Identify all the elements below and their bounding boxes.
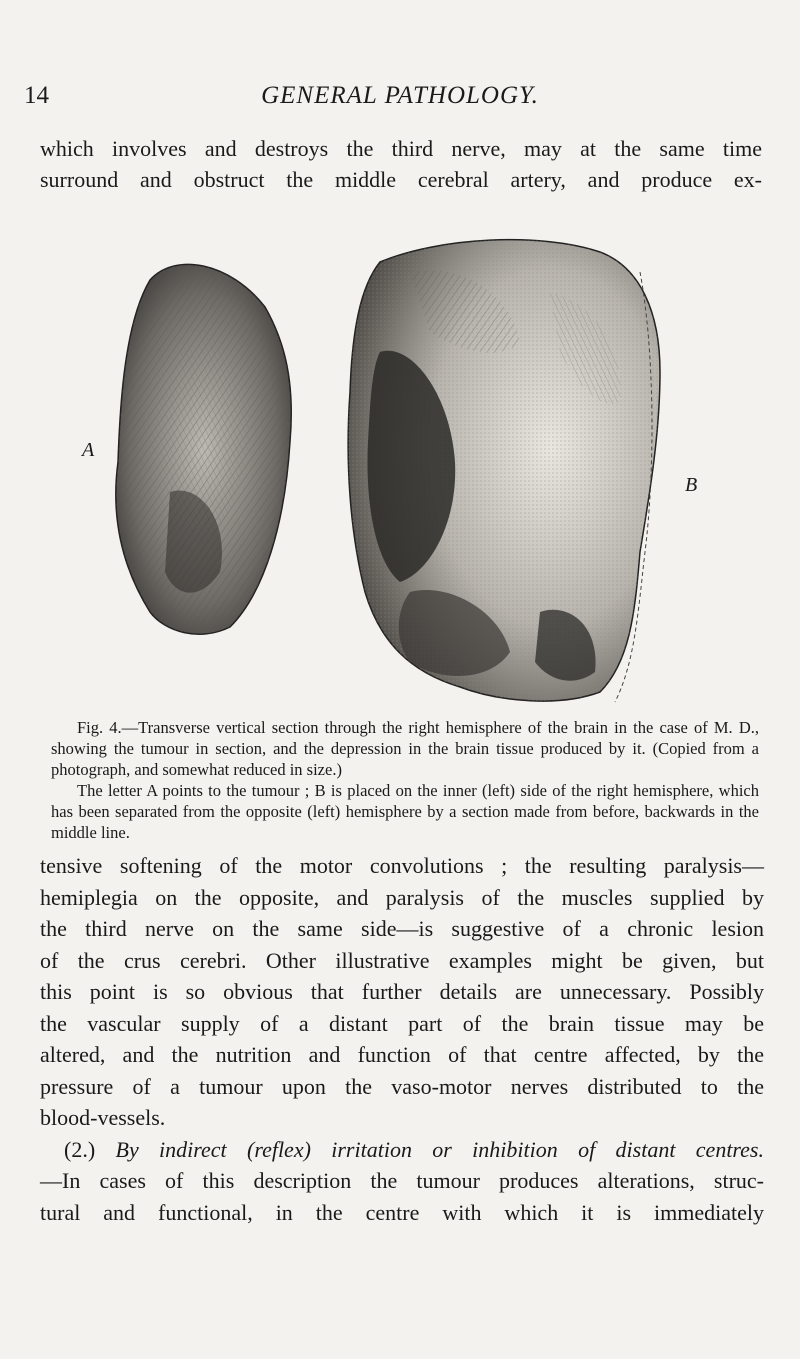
section-heading: By indirect (reflex) irritation or inhibition of distant centres. [115,1136,764,1162]
running-title: GENERAL PATHOLOGY. [261,82,539,109]
brain-section-illustration [80,232,720,712]
text-line: tural and functional, in the centre with which it is immediately [40,1199,764,1225]
tumour-section [116,264,291,634]
text-line: —In cases of this description the tumour produces alterations, struc- [40,1168,764,1193]
text-line: the third nerve on the same side—is suggestive of a chronic lesion [40,916,764,941]
hemisphere-section [348,240,660,702]
text-line: pressure of a tumour upon the vaso-motor nerves distributed to the [40,1073,764,1099]
text-line: tensive softening of the motor convolutions ; the resulting paralysis— [40,853,764,878]
text-line: which involves and destroys the third nerve, may at the same time [40,136,762,161]
label-b: B [685,474,698,496]
top-paragraph [40,133,762,195]
text-line: the vascular supply of a distant part of the brain tissue may be [40,1010,764,1036]
text-line: blood-vessels. [40,1105,166,1130]
text-line: hemiplegia on the opposite, and paralysis of the muscles supplied by [40,884,764,910]
page-number: 14 [24,82,49,109]
brain-section-figure [80,232,720,712]
caption-paragraph-1: Fig. 4.—Transverse vertical section through the right hemisphere of the brain in the case of M. D., showing the tumour in section, and the depression in the brain tissue produced by it. (Copied from a photograph, and somewhat reduced in size.) [51,718,759,779]
text-line: of the crus cerebri. Other illustrative examples might be given, but [40,947,764,973]
section-number: (2.) [64,1136,96,1162]
text-line: altered, and the nutrition and function of that centre affected, by the [40,1042,764,1067]
body-text [40,850,764,1228]
text-line: this point is so obvious that further details are unnecessary. Possibly [40,979,764,1004]
page-header [20,82,780,122]
section-heading-line [40,1134,764,1166]
caption-paragraph-2: The letter A points to the tumour ; B is placed on the inner (left) side of the right hemisphere, which has been separated from the opposite (left) hemisphere by a section made from before, backwards in the middle line. [51,781,759,842]
figure-caption [51,717,759,843]
label-a: A [82,439,95,461]
text-line: surround and obstruct the middle cerebral artery, and produce ex- [40,167,762,192]
